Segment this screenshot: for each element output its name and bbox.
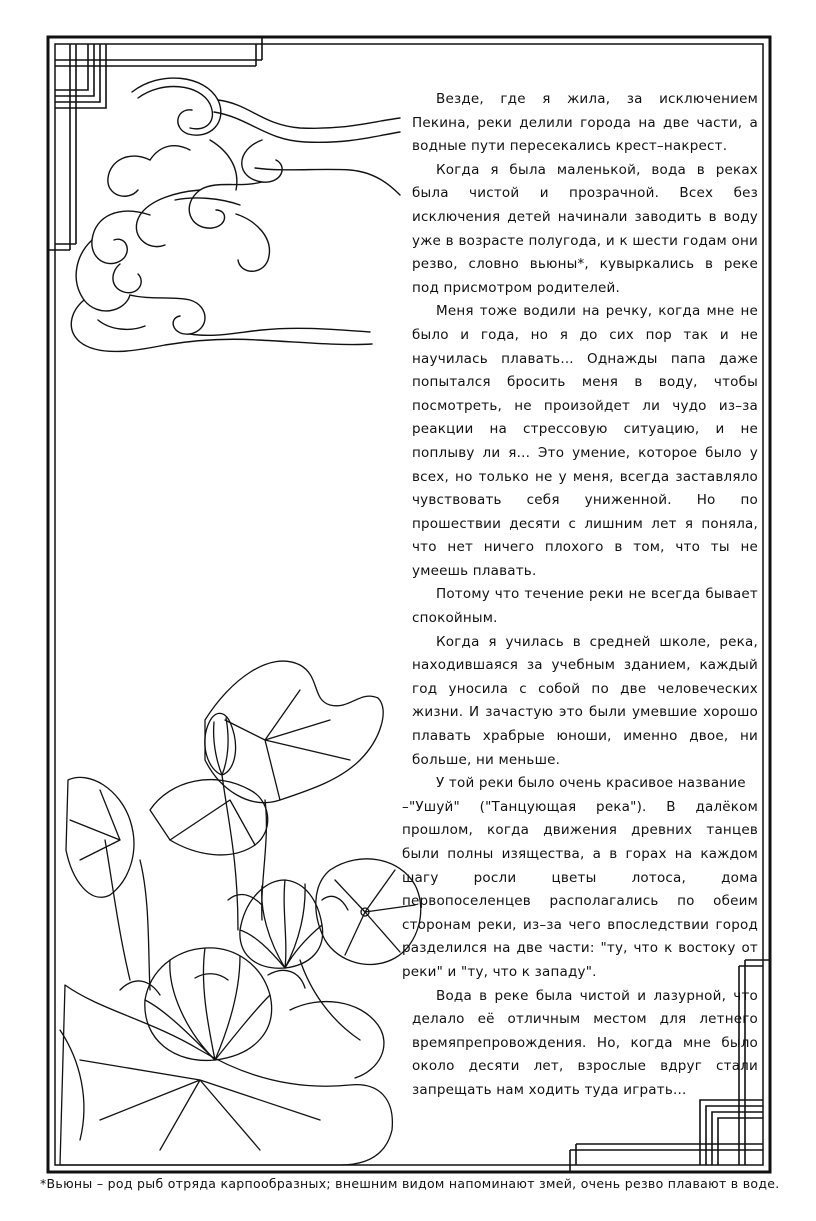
lotus-flowers-ink-drawing xyxy=(60,661,421,1165)
paragraph: Потому что течение реки не всегда бывает спокойным. xyxy=(412,586,758,627)
paragraph: У той реки было очень красивое название xyxy=(436,775,746,792)
paragraph: Меня тоже водили на речку, когда мне не было и года, но я до сих пор так и не научилась плавать... Однажды папа даже попытался бросить меня в воду, чтобы посмотреть, не произойдет ли чудо из–за реакции на стрессовую ситуацию, и не поплыву ли я... Это умение, которое было у всех, но только не у меня, всегда заставляло чувствовать себя униженной. Но по прошествии десяти с лишним лет я поняла, что нет ничего плохого в том, что ты не умеешь плавать. xyxy=(412,303,758,579)
paragraph: Везде, где я жила, за исключением Пекина, реки делили города на две части, а водные пути пересекались крест–накрест. xyxy=(412,91,758,155)
paragraph: Вода в реке была чистой и лазурной, что делало её отличным местом для летнего времяпрепровождения. Но, когда мне было около десяти лет, взрослые вдруг стали запрещать нам ходить туда играть... xyxy=(412,987,758,1098)
paragraph: Когда я училась в средней школе, река, находившаяся за учебным зданием, каждый год уносила с собой по две человеческих жизни. И зачастую это были умевшие хорошо плавать храбрые юноши, именно двое, ни больше, ни меньше. xyxy=(412,633,758,768)
paragraph: Когда я была маленькой, вода в реках была чистой и прозрачной. Всех без исключения детей начинали заводить в воду уже в возрасте полугода, и к шести годам они резво, словно вьюны*, кувыркались в реке под присмотром родителей. xyxy=(412,161,758,296)
corner-ornament-top-left xyxy=(48,37,262,250)
paragraph: –"Ушуй" ("Танцующая река"). В далёком прошлом, когда движения древних танцев были полны изящества, а в горах на каждом шагу росли цветы лотоса, дома первопоселенцев располагались по обеим сторонам реки, из–за чего впоследствии город разделился на две части: "ту, что к востоку от реки" и "ту, что к западу". xyxy=(402,798,758,980)
cloud-swirl-ornament xyxy=(71,78,400,351)
story-text xyxy=(402,88,758,1103)
footnote: *Вьюны – род рыб отряда карпообразных; внешним видом напоминают змей, очень резво плавают в воде. xyxy=(40,1176,780,1191)
